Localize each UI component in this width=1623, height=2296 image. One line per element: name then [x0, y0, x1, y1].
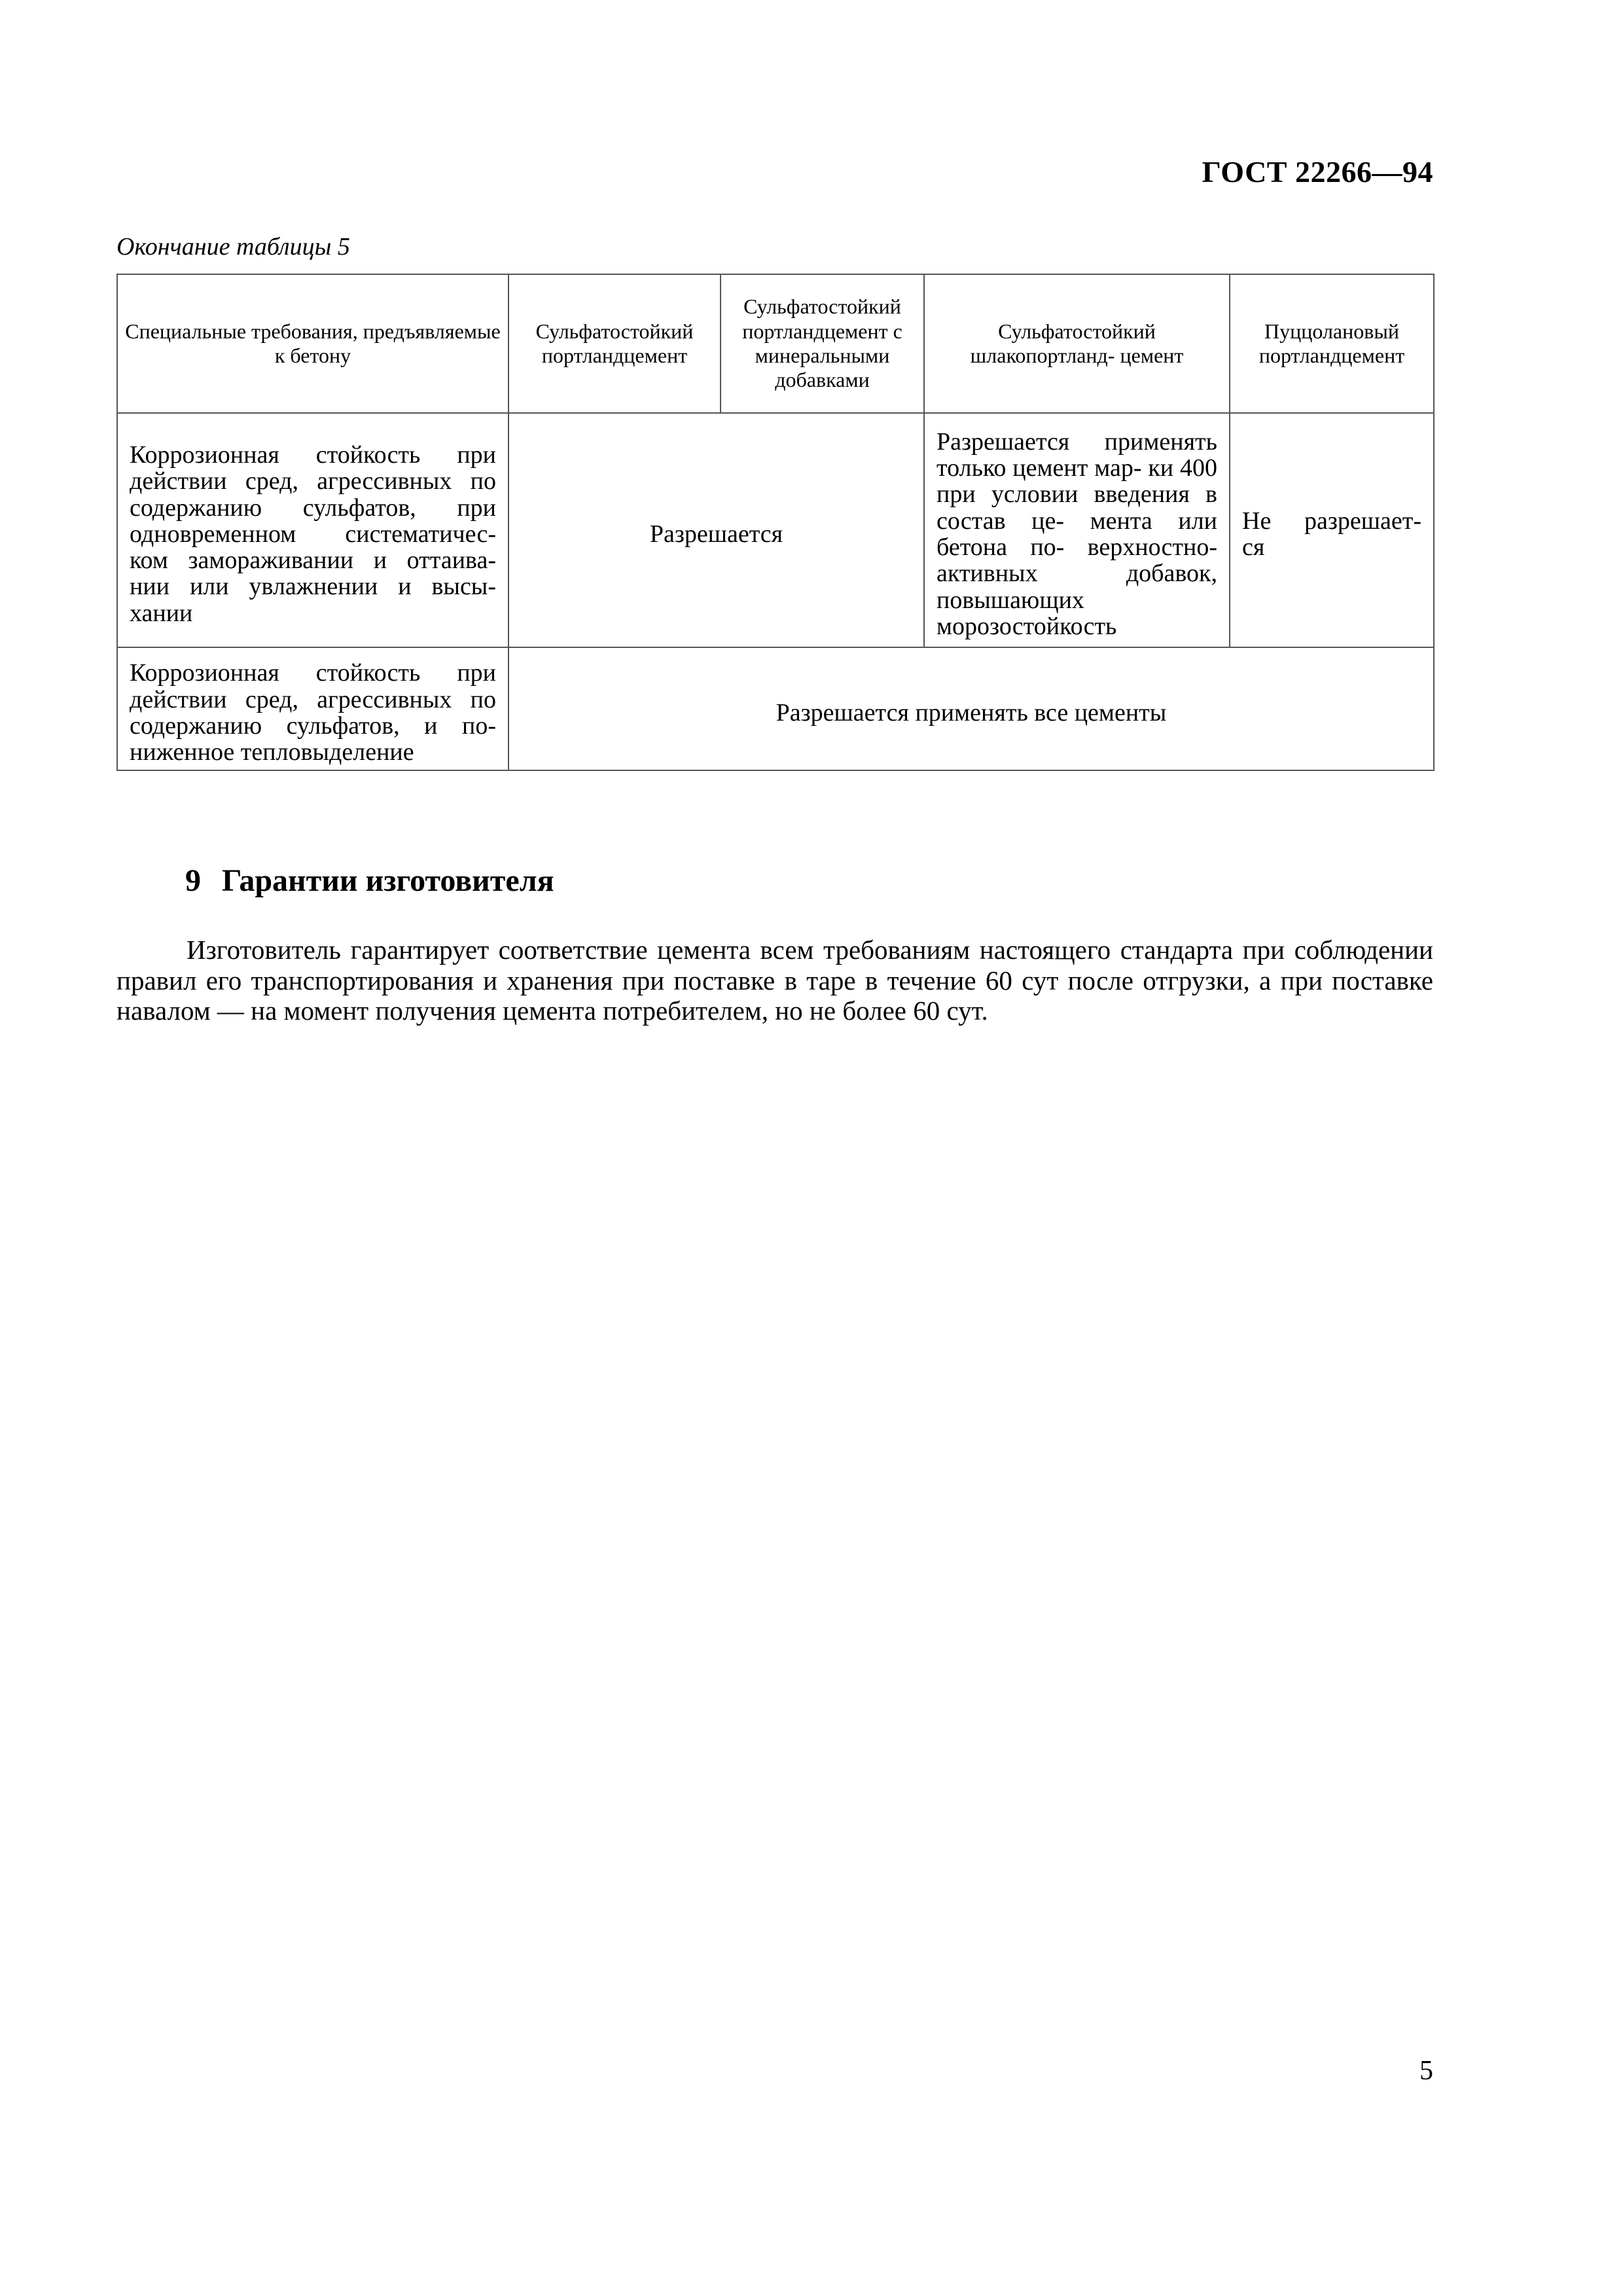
table-row [117, 413, 1434, 647]
section-title: Гарантии изготовителя [222, 863, 554, 898]
table-row [117, 647, 1434, 770]
column-header-sulfate-resistant: Сульфатостойкий портландцемент [508, 274, 721, 413]
section-heading [185, 863, 554, 899]
requirements-table [116, 274, 1435, 771]
column-header-sulfate-resistant-additives: Сульфатостойкий портландцемент с минеральными добавками [721, 274, 924, 413]
requirement-cell: Коррозионная стойкость при действии сред, агрессивных по содержанию сульфатов, и по- ниженное тепловыделение [117, 647, 508, 770]
document-code: ГОСТ 22266—94 [1202, 155, 1433, 188]
column-header-pozzolanic: Пуццолановый портландцемент [1230, 274, 1434, 413]
section-body-paragraph: Изготовитель гарантирует соответствие цемента всем требованиям настоящего стандарта при соблюдении правил его транспортирования и хранения при поставке в таре в течение 60 сут после отгрузки, а при поставке навалом — на момент получения цемента потребителем, но не более 60 сут. [116, 935, 1433, 1026]
column-header-slag-portland: Сульфатостойкий шлакопортланд- цемент [924, 274, 1230, 413]
table-header-row [117, 274, 1434, 413]
merged-value-cell: Разрешается применять все цементы [508, 647, 1434, 770]
slag-value-cell: Разрешается применять только цемент мар- ки 400 при условии введения в состав це- мента или бетона по- верхностно-активных добавок, повышающих морозостойкость [924, 413, 1230, 647]
page-number: 5 [1419, 2056, 1433, 2086]
section-number: 9 [185, 863, 201, 898]
pozzolanic-value-cell: Не разрешает- ся [1230, 413, 1434, 647]
column-header-requirements: Специальные требования, предъявляемые к бетону [117, 274, 508, 413]
table-caption: Окончание таблицы 5 [116, 233, 350, 260]
merged-value-cell: Разрешается [508, 413, 924, 647]
requirement-cell: Коррозионная стойкость при действии сред, агрессивных по содержанию сульфатов, при одновременном систематичес- ком замораживании и оттаива- нии или увлажнении и высы- хании [117, 413, 508, 647]
